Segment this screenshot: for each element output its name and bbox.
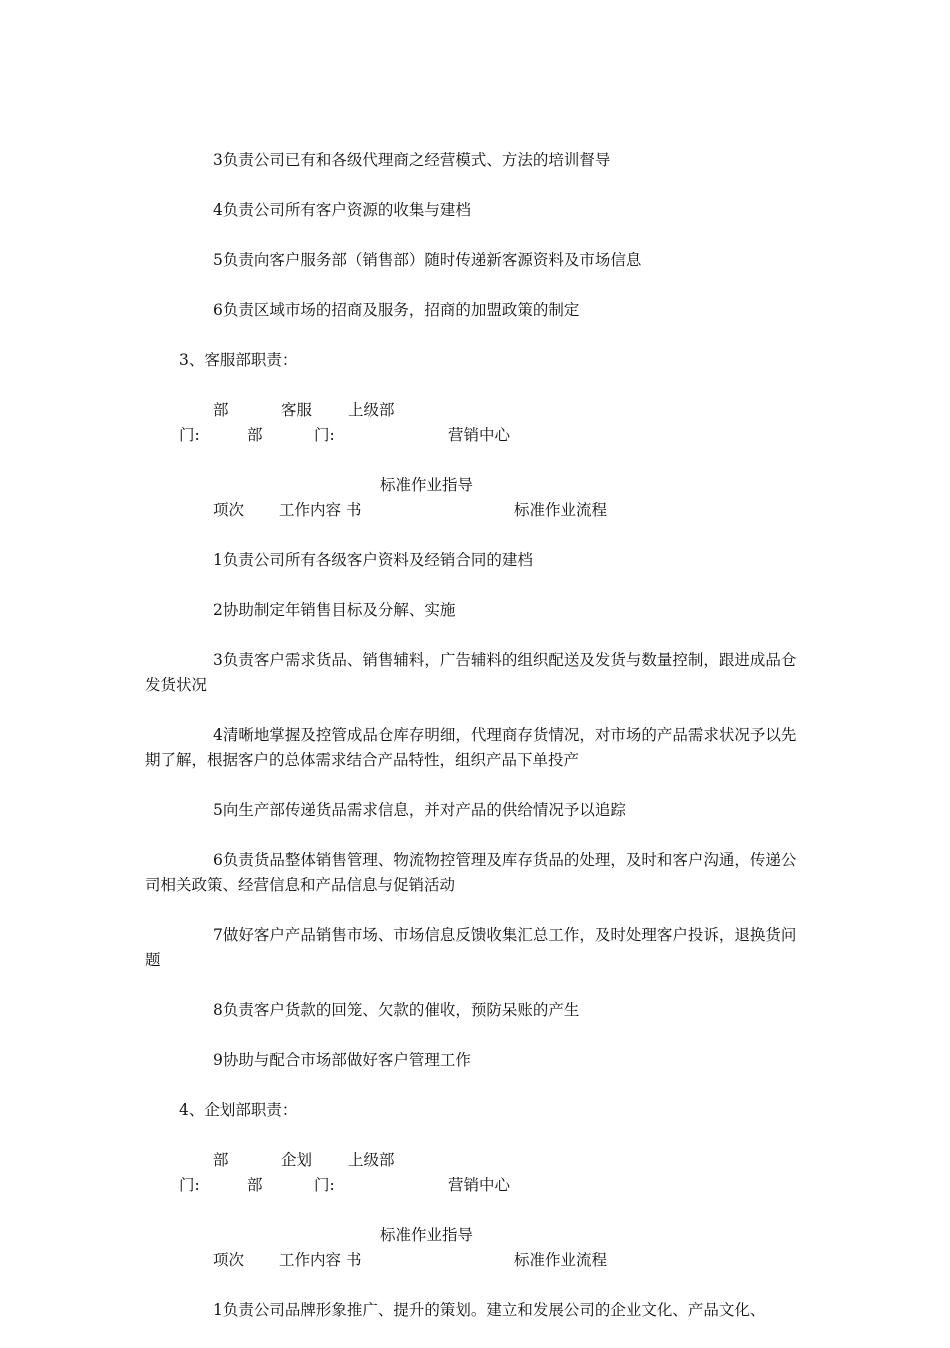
parent-dept-value: 营销中心 (448, 1176, 511, 1194)
column-header-line (145, 473, 807, 523)
item-text: 负责公司所有各级客户资料及经销合同的建档 (222, 551, 533, 569)
list-item (145, 723, 807, 773)
item-number: 6 (213, 301, 223, 319)
item-text: 清晰地掌握及控管成品仓库存明细，代理商存货情况，对市场的产品需求状况予以先期了解，根据客户的总体需求结合产品特性，组织产品下单投产 (145, 726, 797, 769)
item-text: 负责客户货款的回笼、欠款的催收，预防呆账的产生 (222, 1001, 580, 1019)
list-item (145, 1048, 807, 1073)
item-number: 9 (213, 1051, 223, 1069)
dept-label: 部门: (179, 1151, 229, 1194)
parent-dept-label: 上级部门: (314, 1151, 395, 1194)
section-title: 3、客服部职责： (179, 351, 298, 369)
item-number: 2 (213, 601, 223, 619)
item-text: 负责公司所有客户资源的收集与建档 (222, 201, 471, 219)
list-item (145, 198, 807, 223)
list-item (145, 548, 807, 573)
item-text: 负责公司已有和各级代理商之经营模式、方法的培训督导 (222, 151, 611, 169)
dept-label: 部门: (179, 401, 229, 444)
col-work-content: 工作内容 (279, 501, 342, 519)
list-item (145, 798, 807, 823)
dept-value: 企划部 (247, 1151, 313, 1194)
col-item-no: 项次 (213, 1251, 245, 1269)
col-item-no: 项次 (213, 501, 245, 519)
list-item (145, 998, 807, 1023)
item-number: 3 (213, 151, 223, 169)
list-item (145, 148, 807, 173)
item-number: 5 (213, 801, 223, 819)
list-item (145, 298, 807, 323)
item-number: 1 (213, 551, 223, 569)
col-sop-flow: 标准作业流程 (514, 1251, 608, 1269)
parent-dept-label: 上级部门: (314, 401, 395, 444)
item-text: 负责区域市场的招商及服务，招商的加盟政策的制定 (222, 301, 580, 319)
item-text: 负责客户需求货品、销售辅料，广告辅料的组织配送及发货与数量控制，跟进成品仓发货状况 (145, 651, 797, 694)
col-work-content: 工作内容 (279, 1251, 342, 1269)
list-item (145, 1298, 807, 1323)
item-number: 1 (213, 1301, 223, 1319)
item-number: 4 (213, 201, 223, 219)
list-item (145, 248, 807, 273)
parent-dept-value: 营销中心 (448, 426, 511, 444)
section-title: 4、企划部职责： (179, 1101, 298, 1119)
dept-line (145, 398, 807, 448)
dept-line (145, 1148, 807, 1198)
list-item (145, 923, 807, 973)
item-number: 4 (213, 726, 223, 744)
item-text: 向生产部传递货品需求信息，并对产品的供给情况予以追踪 (222, 801, 626, 819)
col-sop-guide: 标准作业指导书 (346, 1226, 474, 1269)
item-text: 负责货品整体销售管理、物流物控管理及库存货品的处理，及时和客户沟通，传递公司相关政策、经营信息和产品信息与促销活动 (145, 851, 797, 894)
item-text: 协助制定年销售目标及分解、实施 (222, 601, 456, 619)
item-number: 7 (213, 926, 223, 944)
item-number: 6 (213, 851, 223, 869)
col-sop-flow: 标准作业流程 (514, 501, 608, 519)
item-text: 协助与配合市场部做好客户管理工作 (222, 1051, 471, 1069)
col-sop-guide: 标准作业指导书 (346, 476, 474, 519)
item-number: 8 (213, 1001, 223, 1019)
item-number: 5 (213, 251, 223, 269)
item-text: 负责公司品牌形象推广、提升的策划。建立和发展公司的企业文化、产品文化、 (222, 1301, 766, 1319)
list-item (145, 598, 807, 623)
list-item (145, 648, 807, 698)
dept-value: 客服部 (247, 401, 313, 444)
item-text: 负责向客户服务部（销售部）随时传递新客源资料及市场信息 (222, 251, 642, 269)
item-number: 3 (213, 651, 223, 669)
column-header-line (145, 1223, 807, 1273)
document-body (145, 148, 807, 1348)
list-item (145, 848, 807, 898)
item-text: 做好客户产品销售市场、市场信息反馈收集汇总工作，及时处理客户投诉，退换货问题 (145, 926, 797, 969)
